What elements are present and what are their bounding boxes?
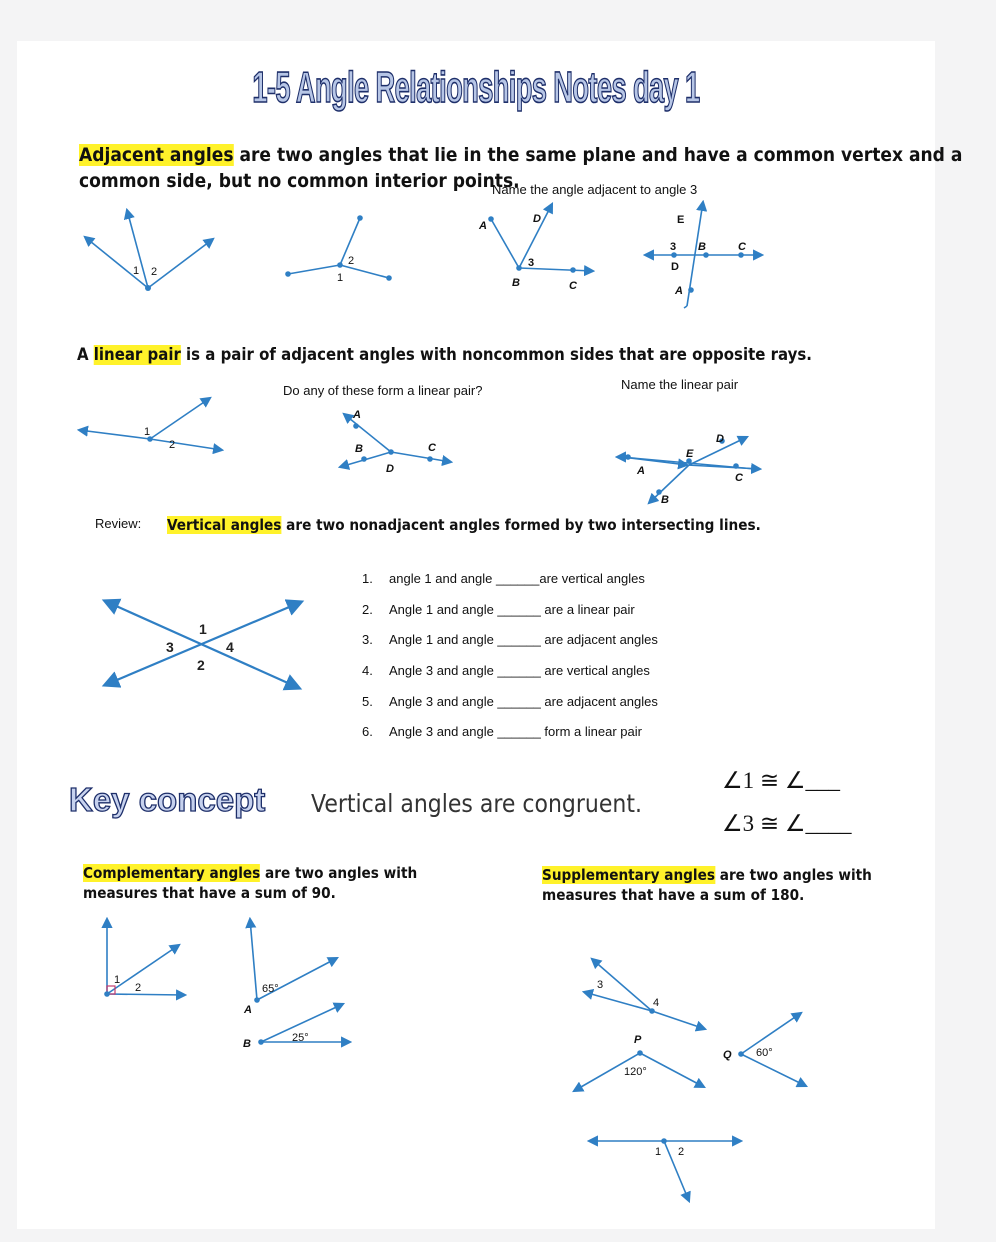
fig1-label-1: 1	[133, 265, 140, 277]
complementary-term: Complementary angles	[83, 864, 261, 882]
lp-fig2-label-A: A	[353, 409, 361, 421]
supplementary-definition	[542, 865, 872, 885]
fig2-pt-left	[285, 271, 291, 277]
lp-fig3-label-D: D	[716, 433, 724, 445]
lp-fig1-label-2: 2	[169, 439, 176, 451]
fig3-label-B: B	[512, 277, 520, 289]
supplementary-figures	[17, 941, 935, 1191]
lp-fig2-label-C: C	[428, 442, 436, 454]
linear-pair-prompt-2: Name the linear pair	[621, 377, 739, 392]
comp-label-1: 1	[114, 974, 121, 986]
congruence-1: ∠1 ≅ ∠___	[722, 768, 841, 793]
fig4-label-A: A	[675, 285, 683, 297]
comp-label-A: A	[244, 1004, 252, 1016]
fig3-label-C: C	[569, 280, 577, 292]
fig4-pt-B	[703, 252, 709, 258]
fig4-label-C: C	[738, 241, 746, 253]
fig4-pt-D	[671, 252, 677, 258]
key-concept-label: Key concept	[69, 781, 266, 818]
question-5: 5. Angle 3 and angle ______ are adjacent angles	[362, 694, 658, 709]
supp-label-60: 60°	[756, 1047, 773, 1059]
linear-def-text: is a pair of adjacent angles with noncommon sides that are opposite rays.	[180, 345, 812, 365]
lp-fig3-label-E: E	[686, 448, 694, 460]
lp-fig3-label-A: A	[637, 465, 645, 477]
comp-label-B: B	[243, 1038, 251, 1050]
linear-pair-prompt-1: Do any of these form a linear pair?	[283, 383, 483, 398]
question-2: 2. Angle 1 and angle ______ are a linear pair	[362, 602, 635, 617]
fig1-vertex	[145, 285, 151, 291]
va-label-1: 1	[199, 621, 207, 637]
linear-pair-definition	[77, 345, 812, 365]
fig3-pt-B	[516, 265, 522, 271]
vertical-def-text: are two nonadjacent angles formed by two intersecting lines.	[281, 516, 761, 534]
fig4-seg-A	[684, 306, 687, 308]
worksheet-page	[17, 41, 963, 1229]
vertical-term: Vertical angles	[167, 516, 282, 534]
linear-prefix: A	[77, 345, 94, 365]
question-4: 4. Angle 3 and angle ______ are vertical angles	[362, 663, 650, 678]
comp-def-line2: measures that have a sum of 90.	[83, 884, 336, 902]
adjacent-def-line2: common side, but no common interior points.	[79, 170, 520, 192]
fig4-label-3: 3	[670, 241, 677, 253]
comp-def-line1: are two angles with	[260, 864, 418, 882]
va-label-4: 4	[226, 639, 234, 655]
lp-fig3-label-C: C	[735, 472, 743, 484]
fig4-label-E: E	[677, 214, 685, 226]
fig1-ray-left	[85, 237, 148, 288]
fig3-label-A: A	[479, 220, 487, 232]
fig3-pt-A	[488, 216, 494, 222]
va-label-2: 2	[197, 657, 205, 673]
vertical-angles-figure	[97, 596, 317, 696]
fig2-seg-left	[288, 265, 340, 274]
fig4-label-B: B	[698, 241, 706, 253]
adjacent-term: Adjacent angles	[79, 144, 234, 166]
supp-label-Q: Q	[723, 1049, 732, 1061]
fig2-label-1: 1	[337, 272, 344, 284]
comp-label-2: 2	[135, 982, 142, 994]
fig4-pt-A	[688, 287, 694, 293]
lp-fig1-label-1: 1	[144, 426, 151, 438]
lp-fig2-label-B: B	[355, 443, 363, 455]
question-3: 3. Angle 1 and angle ______ are adjacent angles	[362, 632, 658, 647]
fig2-vertex	[337, 262, 343, 268]
supplementary-term: Supplementary angles	[542, 866, 715, 884]
fig4-pt-C	[738, 252, 744, 258]
comp-label-65: 65°	[262, 983, 279, 995]
fig3-label-D: D	[533, 213, 541, 225]
fig1-label-2: 2	[151, 266, 158, 278]
fig3-pt-C	[570, 267, 576, 273]
linear-pair-figures	[17, 381, 935, 506]
question-6: 6. Angle 3 and angle ______ form a linear pair	[362, 724, 642, 739]
supp-label-120: 120°	[624, 1066, 647, 1078]
comp-label-25: 25°	[292, 1032, 309, 1044]
fig1-ray-right	[148, 239, 213, 288]
adjacent-def-line1: are two angles that lie in the same plane and have a common vertex and a	[233, 144, 963, 166]
supp-label-4: 4	[653, 997, 660, 1009]
supp-label-P: P	[634, 1034, 642, 1046]
fig3-ray-BA	[491, 219, 519, 268]
key-concept-statement: Vertical angles are congruent.	[311, 789, 642, 818]
lp-fig3-label-B: B	[661, 494, 669, 506]
linear-pair-term: linear pair	[93, 345, 181, 365]
supp-label-1: 1	[655, 1146, 662, 1158]
fig2-label-2: 2	[348, 255, 355, 267]
supp-def-line1: are two angles with	[714, 866, 872, 884]
fig4-label-D: D	[671, 261, 679, 273]
vertical-definition	[167, 515, 761, 535]
fig3-label-3: 3	[528, 257, 535, 269]
question-1: 1. angle 1 and angle ______are vertical angles	[362, 571, 645, 586]
complementary-definition	[83, 863, 417, 883]
adjacent-figures	[17, 41, 935, 341]
supp-label-2: 2	[678, 1146, 685, 1158]
review-label: Review:	[95, 516, 142, 531]
supp-def-line2: measures that have a sum of 180.	[542, 886, 805, 904]
fig2-pt-right	[386, 275, 392, 281]
lp-fig2-label-D: D	[386, 463, 394, 475]
page-title: 1-5 Angle Relationships Notes day 1	[252, 63, 700, 112]
congruence-2: ∠3 ≅ ∠____	[722, 811, 852, 836]
fig2-pt-up	[357, 215, 363, 221]
va-label-3: 3	[166, 639, 174, 655]
supp-label-3: 3	[597, 979, 604, 991]
adjacent-prompt: Name the angle adjacent to angle 3	[492, 182, 698, 197]
